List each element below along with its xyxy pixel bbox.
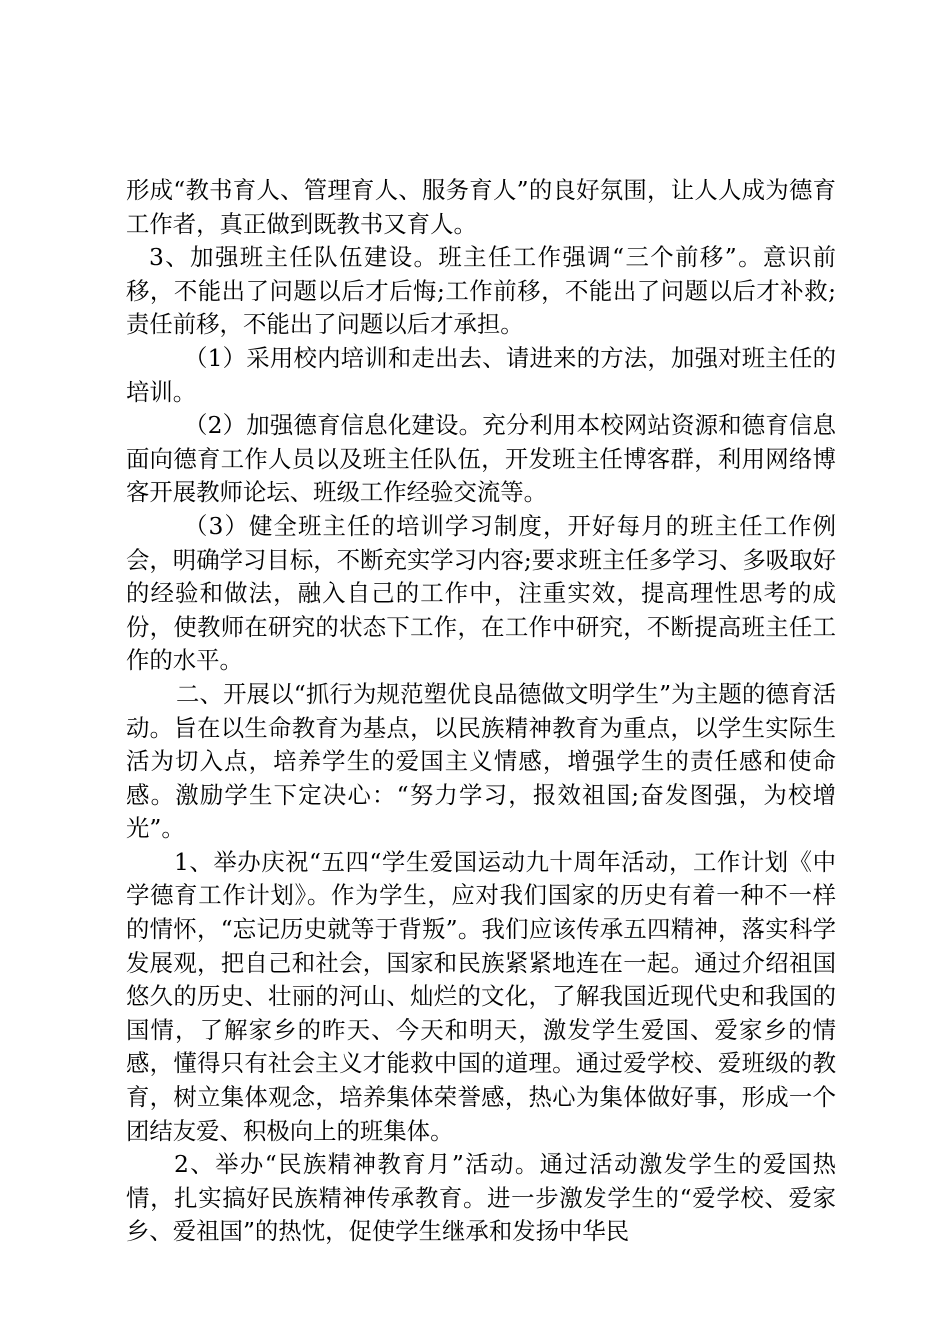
- paragraph-may-fourth-activity: 1、举办庆祝“五四“学生爱国运动九十周年活动，工作计划《中学德育工作计划》。作为学生，应对我们国家的历史有着一种不一样的情怀，“忘记历史就等于背叛”。我们应该传承五四精神，落实科学发展观，把自己和社会，国家和民族紧紧地连在一起。通过介绍祖国悠久的历史、壮丽的河山、灿烂的文化，了解我国近现代史和我国的国情，了解家乡的昨天、今天和明天，激发学生爱国、爱家乡的情感，懂得只有社会主义才能救中国的道理。通过爱学校、爱班级的教育，树立集体观念，培养集体荣誉感，热心为集体做好事，形成一个团结友爱、积极向上的班集体。: [126, 847, 836, 1145]
- paragraph-item-1: （1）采用校内培训和走出去、请进来的方法，加强对班主任的培训。: [126, 343, 836, 406]
- paragraph-national-spirit-month: 2、举办“民族精神教育月”活动。通过活动激发学生的爱国热情，扎实搞好民族精神传承教育。进一步激发学生的“爱学校、爱家乡、爱祖国”的热忱，促使学生继承和发扬中华民: [126, 1150, 836, 1246]
- paragraph-item-3: （3）健全班主任的培训学习制度，开好每月的班主任工作例会，明确学习目标，不断充实学习内容;要求班主任多学习、多吸取好的经验和做法，融入自己的工作中，注重实效，提高理性思考的成份，使教师在研究的状态下工作，在工作中研究，不断提高班主任工作的水平。: [126, 511, 836, 675]
- paragraph-class-teacher-team: 3、加强班主任队伍建设。班主任工作强调“三个前移”。意识前移，不能出了问题以后才后悔;工作前移，不能出了问题以后才补救;责任前移，不能出了问题以后才承担。: [126, 243, 836, 339]
- paragraph-continuation: 形成“教书育人、管理育人、服务育人”的良好氛围，让人人成为德育工作者，真正做到既教书又育人。: [126, 176, 836, 238]
- document-body: [126, 174, 836, 1249]
- paragraph-item-2: （2）加强德育信息化建设。充分利用本校网站资源和德育信息面向德育工作人员以及班主任队伍，开发班主任博客群，利用网络博客开展教师论坛、班级工作经验交流等。: [126, 411, 836, 507]
- paragraph-section-two: 二、开展以“抓行为规范塑优良品德做文明学生”为主题的德育活动。旨在以生命教育为基点，以民族精神教育为重点，以学生实际生活为切入点，培养学生的爱国主义情感，增强学生的责任感和使命感。激励学生下定决心：“努力学习，报效祖国;奋发图强，为校增光”。: [126, 679, 836, 843]
